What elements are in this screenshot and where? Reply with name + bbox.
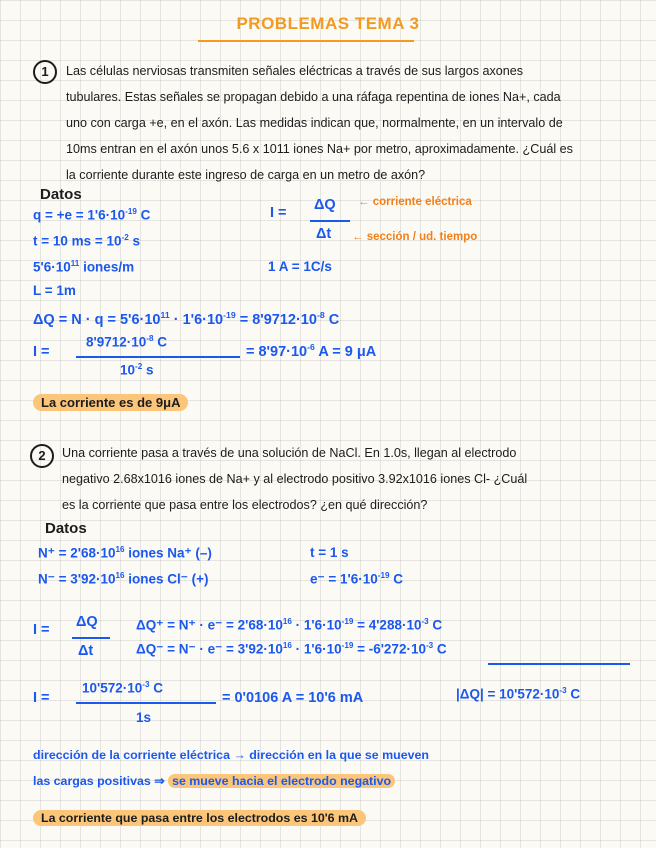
current-calc-result: = $8'97\cdot 10^{-6}$ A = 9 μA: [246, 342, 377, 360]
current-calc-fraction-bar-2: [76, 702, 216, 704]
formula-fraction-bar-2: [72, 637, 110, 639]
answer-2-highlight: La corriente que pasa entre los electrodos es 10'6 mA: [33, 810, 366, 826]
time-datum: t = 10 ms = $10^{-2}$ s: [33, 233, 141, 249]
problem-2-statement: [62, 440, 527, 518]
problem-1-line: 10ms entran en el axón unos 5.6 x 1011 iones Na+ por metro, aproximadamente. ¿Cuál es: [66, 142, 573, 156]
direction-explanation-line-2: las cargas positivas ⇒ se mueve hacia el electrodo negativo: [33, 773, 395, 788]
n-plus-datum: $N^+ = 2'68\cdot 10^{16}$ iones Na⁺ (–): [38, 545, 212, 561]
problem-1-line: tubulares. Estas señales se propagan debido a una ráfaga repentina de iones Na+, cada: [66, 90, 561, 104]
formula-denominator: Δt: [316, 226, 332, 242]
abs-charge-result: $|\Delta Q| = 10'572\cdot 10^{-3}$ C: [456, 686, 581, 702]
charge-calculation: $\Delta Q = N \cdot q = 5'6\cdot 10^{11} \cdot 1'6\cdot 10^{-19} = 8'9712\cdot 10^{-8}$ C: [33, 310, 340, 328]
current-calc-denominator: $10^{-2}$ s: [120, 362, 154, 378]
answer-1-highlight: La corriente es de 9μA: [33, 394, 188, 411]
problem-1-line: la corriente durante este ingreso de carga en un metro de axón?: [66, 168, 426, 182]
formula-denominator-2: Δt: [78, 643, 94, 659]
formula-numerator: ΔQ: [314, 197, 336, 213]
ampere-definition: 1 A = 1C/s: [268, 259, 332, 274]
page-title: PROBLEMAS TEMA 3: [236, 14, 420, 33]
datos-heading-2: Datos: [45, 520, 87, 537]
problem-2-line: negativo 2.68x1016 iones de Na+ y al electrodo positivo 3.92x1016 iones Cl- ¿Cuál: [62, 472, 528, 486]
charge-minus-calculation: $\Delta Q^- = N^- \cdot e^- = 3'92\cdot 10^{16} \cdot 1'6\cdot 10^{-19} = -6'272\cdot 10^{-3}$ C: [136, 641, 447, 657]
ions-datum: $5'6\cdot 10^{11}$ iones/m: [33, 259, 135, 275]
problem-1-statement: [66, 58, 573, 188]
note-section-per-time: ← sección / ud. tiempo: [352, 231, 478, 243]
note-electric-current: ← corriente eléctrica: [358, 196, 472, 208]
problem-1-number: 1: [33, 60, 57, 84]
charge-datum: $q = +e = 1'6\cdot 10^{-19}$ C: [33, 207, 151, 223]
direction-conclusion-highlight: se mueve hacia el electrodo negativo: [168, 774, 395, 788]
electron-charge-datum: $e^- = 1'6\cdot 10^{-19}$ C: [310, 571, 403, 587]
current-calc-fraction-bar: [76, 356, 240, 358]
length-datum: L = 1m: [33, 283, 76, 298]
time-datum-2: t = 1 s: [310, 545, 349, 560]
direction-explanation-line-1: dirección de la corriente eléctrica → dirección en la que se mueven: [33, 748, 429, 762]
problem-1-line: Las células nerviosas transmiten señales eléctricas a través de sus largos axones: [66, 64, 524, 78]
n-minus-datum: $N^- = 3'92\cdot 10^{16}$ iones Cl⁻ (+): [38, 571, 209, 587]
current-calc-lhs: I =: [33, 344, 50, 360]
charge-plus-calculation: $\Delta Q^+ = N^+ \cdot e^- = 2'68\cdot 10^{16} \cdot 1'6\cdot 10^{-19} = 4'288\cdot 10^{-3}$ C: [136, 617, 443, 633]
current-formula-lhs-2: I =: [33, 622, 50, 638]
problem-2-line: Una corriente pasa a través de una solución de NaCl. En 1.0s, llegan al electrodo: [62, 446, 517, 460]
sum-underline: [488, 663, 630, 665]
current-calc-numerator-2: $10'572\cdot 10^{-3}$ C: [82, 680, 163, 696]
current-calc-result-2: = 0'0106 A = 10'6 mA: [222, 690, 364, 706]
current-calc-numerator: $8'9712\cdot 10^{-8}$ C: [86, 334, 167, 350]
formula-numerator-2: ΔQ: [76, 614, 98, 630]
problem-1-line: uno con carga +e, en el axón. Las medidas indican que, normalmente, en un intervalo de: [66, 116, 563, 130]
title-underline: [198, 40, 414, 42]
current-formula-lhs: I =: [270, 205, 287, 221]
formula-fraction-bar: [310, 220, 350, 222]
datos-heading-1: Datos: [40, 186, 82, 203]
problem-2-line: es la corriente que pasa entre los electrodos? ¿en qué dirección?: [62, 498, 428, 512]
current-calc-lhs-2: I =: [33, 690, 50, 706]
problem-2-number: 2: [30, 444, 54, 468]
current-calc-denominator-2: 1s: [136, 710, 152, 725]
